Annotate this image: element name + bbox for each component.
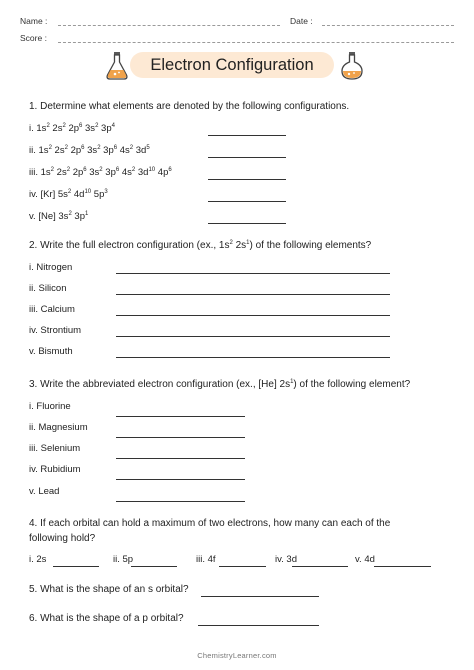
superscript: 6 [81, 145, 85, 151]
orbital-label: 4p [157, 167, 169, 178]
superscript: 2 [64, 145, 68, 151]
answer-line[interactable] [208, 179, 286, 180]
answer-line[interactable] [116, 273, 390, 274]
superscript: 1 [246, 240, 250, 246]
superscript: 4 [111, 123, 115, 129]
answer-line[interactable] [116, 416, 245, 417]
superscript: 2 [97, 145, 101, 151]
page-title: Electron Configuration [130, 52, 334, 78]
answer-line[interactable] [208, 157, 286, 158]
question-3-text: 3. Write the abbreviated electron configuration (ex., [He] 2s [29, 379, 291, 390]
answer-line[interactable] [116, 458, 245, 459]
answer-line[interactable] [116, 336, 390, 337]
name-label: Name : [20, 16, 48, 26]
q2-item: iv. Strontium [29, 325, 82, 336]
answer-line[interactable] [208, 201, 286, 202]
superscript: 2 [62, 123, 66, 129]
flask-icon [339, 50, 365, 82]
answer-line[interactable] [374, 566, 431, 567]
q4-item: iii. 4f [196, 554, 216, 565]
orbital-label: 3p [105, 167, 116, 178]
answer-line[interactable] [198, 625, 319, 626]
orbital-label: 5p [93, 189, 105, 200]
answer-line[interactable] [292, 566, 348, 567]
q4-item: ii. 5p [113, 554, 134, 565]
orbital-label: 2s [56, 167, 67, 178]
q3-item: iv. Rubidium [29, 464, 81, 475]
superscript: 6 [168, 167, 172, 173]
question-2-text: 2. Write the full electron configuration (ex., 1s [29, 240, 230, 251]
question-2-text: 2s [232, 240, 247, 251]
q2-item: v. Bismuth [29, 346, 73, 357]
answer-line[interactable] [219, 566, 266, 567]
superscript: 1 [290, 379, 294, 385]
superscript: 2 [67, 189, 72, 195]
superscript: 2 [68, 211, 72, 217]
date-field-line[interactable] [322, 25, 454, 26]
question-2-text: ) of the following elements? [249, 240, 372, 251]
score-label: Score : [20, 33, 47, 43]
date-label: Date : [290, 16, 313, 26]
superscript: 2 [129, 145, 134, 151]
superscript: 10 [84, 189, 92, 195]
orbital-label: 2s [52, 123, 63, 134]
footer-brand: ChemistryLearner.com [197, 651, 277, 660]
answer-line[interactable] [116, 479, 245, 480]
superscript: 2 [229, 240, 233, 246]
orbital-label: 4d [73, 189, 85, 200]
answer-line[interactable] [116, 315, 390, 316]
question-4-line-2: following hold? [29, 533, 96, 544]
superscript: 2 [46, 123, 50, 129]
question-3-text: ) of the following element? [293, 379, 411, 390]
question-6: 6. What is the shape of a p orbital? [29, 613, 184, 624]
orbital-label: 3s [87, 145, 98, 156]
flask-icon [104, 50, 130, 82]
answer-line[interactable] [116, 501, 245, 502]
superscript: 5 [146, 145, 150, 151]
superscript: 2 [66, 167, 71, 173]
orbital-label: 2p [70, 145, 82, 156]
orbital-label: [Ne] 3s [38, 211, 69, 222]
superscript: 2 [50, 167, 55, 173]
q2-item: iii. Calcium [29, 304, 75, 315]
orbital-label: 3p [74, 211, 85, 222]
superscript: 6 [113, 145, 118, 151]
orbital-label: 3d [137, 167, 149, 178]
answer-line[interactable] [131, 566, 177, 567]
answer-line[interactable] [116, 437, 245, 438]
question-1: 1. Determine what elements are denoted by the following configurations. [29, 101, 350, 112]
orbital-label: 3s [85, 123, 96, 134]
q3-item: iii. Selenium [29, 443, 81, 454]
item-number: ii. [29, 145, 36, 156]
q4-item: iv. 3d [275, 554, 298, 565]
orbital-label: 3p [103, 145, 114, 156]
q4-item: v. 4d [355, 554, 375, 565]
orbital-label: 4s [119, 145, 130, 156]
orbital-label: 1s [40, 167, 51, 178]
q1-item [29, 123, 115, 134]
superscript: 6 [115, 167, 120, 173]
q4-item: i. 2s [29, 554, 47, 565]
answer-line[interactable] [208, 135, 286, 136]
answer-line[interactable] [53, 566, 99, 567]
answer-line[interactable] [116, 294, 390, 295]
orbital-label: 2p [68, 123, 80, 134]
question-4-line-1: 4. If each orbital can hold a maximum of two electrons, how many can each of the [29, 518, 391, 529]
orbital-label: 4s [121, 167, 132, 178]
item-number: iii. [29, 167, 38, 178]
answer-line[interactable] [201, 596, 319, 597]
answer-line[interactable] [208, 223, 286, 224]
orbital-label: 3d [135, 145, 147, 156]
superscript: 6 [79, 123, 83, 129]
q1-item [29, 167, 172, 178]
item-number: i. [29, 123, 34, 134]
superscript: 2 [95, 123, 99, 129]
question-2 [29, 240, 371, 251]
superscript: 3 [104, 189, 108, 195]
superscript: 6 [83, 167, 87, 173]
q3-item: v. Lead [29, 486, 60, 497]
orbital-label: 3s [89, 167, 100, 178]
q1-item [29, 145, 150, 156]
q3-item: ii. Magnesium [29, 422, 88, 433]
q1-item [29, 211, 88, 222]
q3-item: i. Fluorine [29, 401, 71, 412]
orbital-label: 2p [72, 167, 84, 178]
question-5: 5. What is the shape of an s orbital? [29, 584, 189, 595]
q2-item: ii. Silicon [29, 283, 67, 294]
superscript: 2 [131, 167, 136, 173]
orbital-label: 3p [101, 123, 112, 134]
q1-item [29, 189, 108, 200]
superscript: 2 [48, 145, 52, 151]
name-field-line[interactable] [58, 25, 280, 26]
q2-item: i. Nitrogen [29, 262, 73, 273]
superscript: 2 [99, 167, 103, 173]
orbital-label: [Kr] 5s [40, 189, 68, 200]
orbital-label: 1s [36, 123, 47, 134]
score-field-line[interactable] [58, 42, 454, 43]
question-3 [29, 379, 410, 390]
item-number: iv. [29, 189, 38, 200]
orbital-label: 2s [54, 145, 65, 156]
orbital-label: 1s [38, 145, 49, 156]
answer-line[interactable] [116, 357, 390, 358]
superscript: 10 [148, 167, 156, 173]
item-number: v. [29, 211, 36, 222]
superscript: 1 [85, 211, 89, 217]
